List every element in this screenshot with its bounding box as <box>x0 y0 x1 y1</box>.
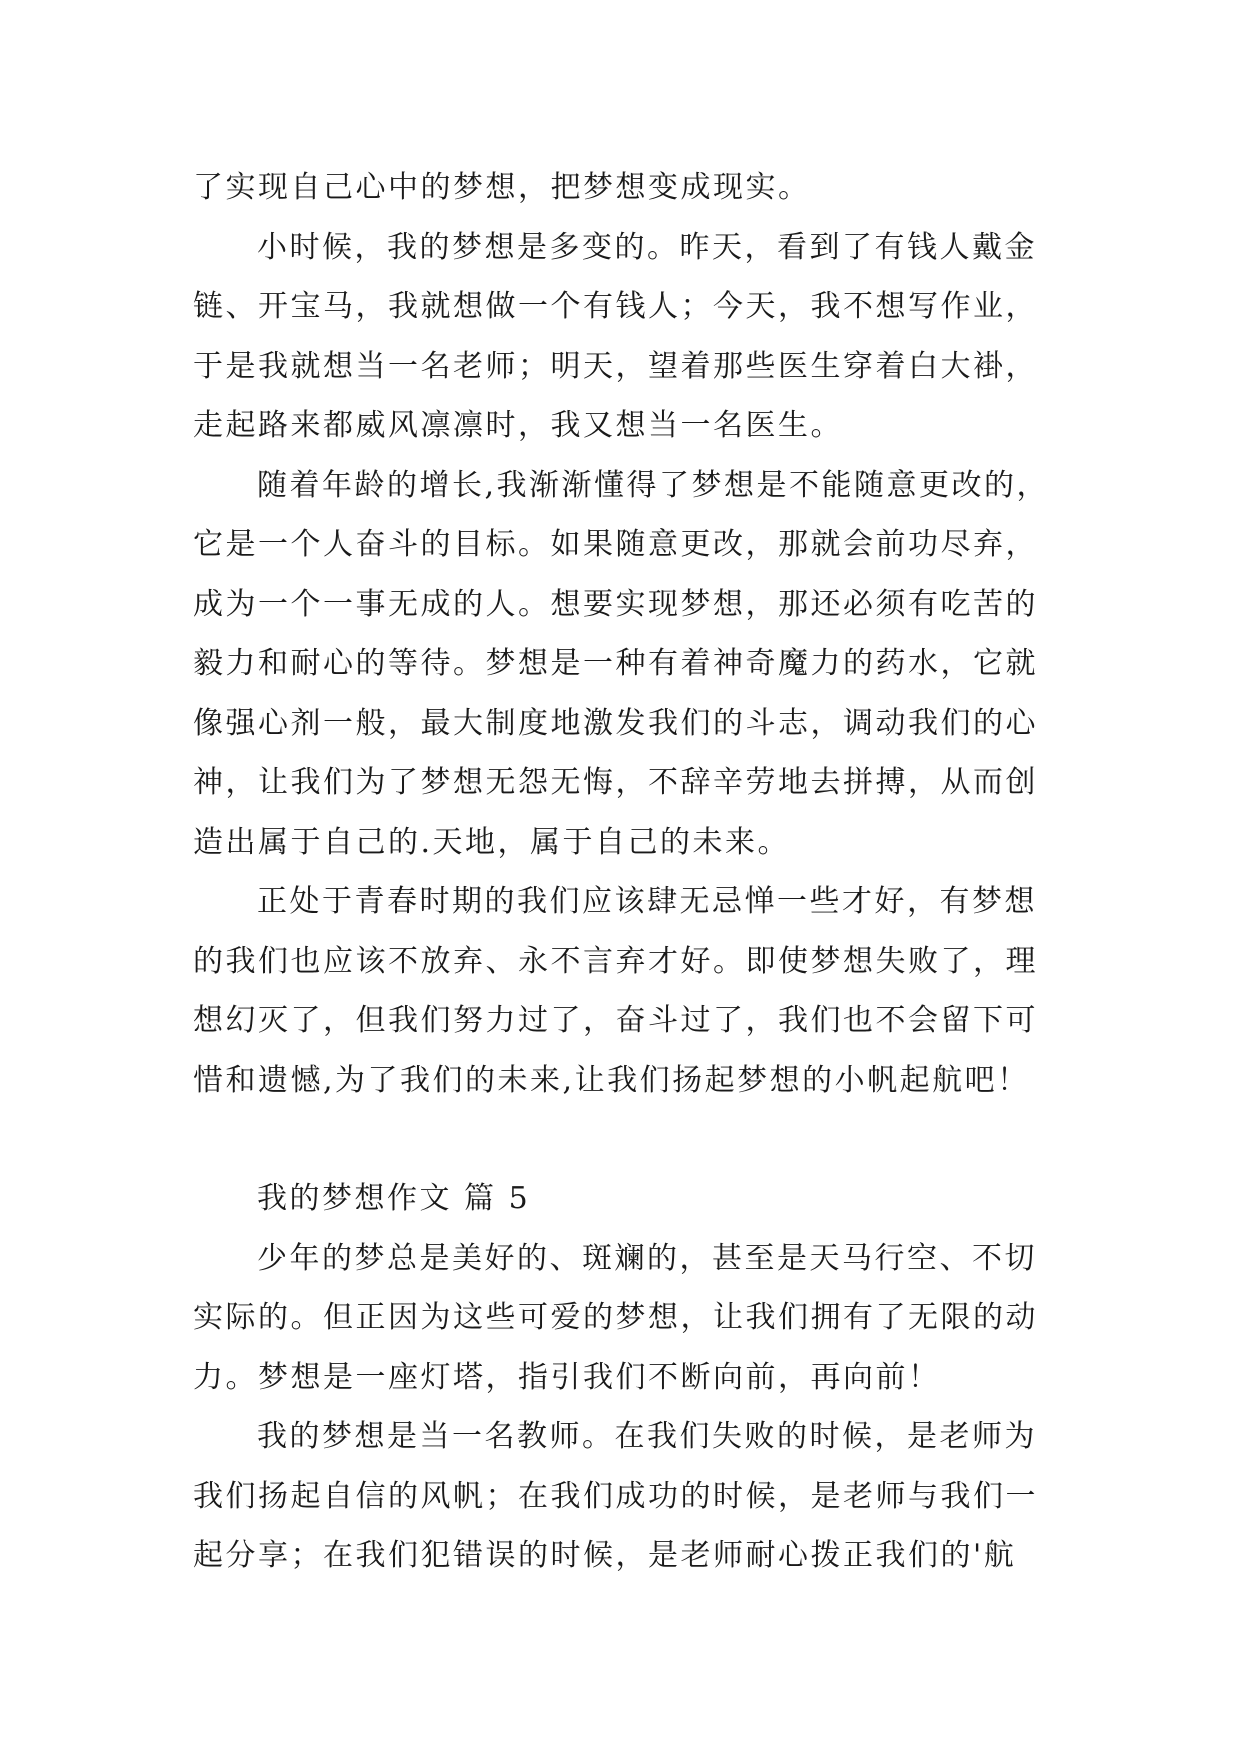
text-line: 了实现自己心中的梦想，把梦想变成现实。 <box>193 170 811 205</box>
section-heading: 我的梦想作文 篇 5 <box>257 1181 531 1216</box>
paragraph-start-line: 随着年龄的增长,我渐渐懂得了梦想是不能随意更改的， <box>257 467 1050 503</box>
text-line: 力。梦想是一座灯塔，指引我们不断向前，再向前！ <box>193 1359 941 1395</box>
text-line: 像强心剂一般，最大制度地激发我们的斗志，调动我们的心 <box>193 705 1038 741</box>
text-line: 走起路来都威风凛凛时，我又想当一名医生。 <box>193 408 843 443</box>
text-line: 惜和遗憾,为了我们的未来,让我们扬起梦想的小帆起航吧！ <box>193 1062 1030 1098</box>
text-line: 它是一个人奋斗的目标。如果随意更改，那就会前功尽弃， <box>193 527 1038 562</box>
text-line: 想幻灭了，但我们努力过了，奋斗过了，我们也不会留下可 <box>193 1003 1038 1038</box>
text-line: 我们扬起自信的风帆；在我们成功的时候，是老师与我们一 <box>193 1478 1038 1514</box>
text-line: 毅力和耐心的等待。梦想是一种有着神奇魔力的药水，它就 <box>193 646 1038 681</box>
text-line: 的我们也应该不放弃、永不言弃才好。即使梦想失败了，理 <box>193 943 1038 979</box>
paragraph-start-line: 少年的梦总是美好的、斑斓的，甚至是天马行空、不切 <box>257 1240 1037 1276</box>
text-line: 造出属于自己的.天地，属于自己的未来。 <box>193 824 791 860</box>
text-line: 神，让我们为了梦想无怨无悔，不辞辛劳地去拼搏，从而创 <box>193 765 1038 800</box>
paragraph-start-line: 我的梦想是当一名教师。在我们失败的时候，是老师为 <box>257 1419 1037 1454</box>
text-line: 于是我就想当一名老师；明天，望着那些医生穿着白大褂， <box>193 348 1038 384</box>
text-line: 成为一个一事无成的人。想要实现梦想，那还必须有吃苦的 <box>193 586 1038 622</box>
text-line: 链、开宝马，我就想做一个有钱人；今天，我不想写作业， <box>193 289 1038 324</box>
essay-body <box>193 158 1053 1586</box>
text-line: 实际的。但正因为这些可爱的梦想，让我们拥有了无限的动 <box>193 1300 1038 1335</box>
paragraph-start-line: 正处于青春时期的我们应该肆无忌惮一些才好，有梦想 <box>257 884 1037 919</box>
text-line: 起分享；在我们犯错误的时候，是老师耐心拨正我们的'航 <box>193 1538 1017 1573</box>
paragraph-start-line: 小时候，我的梦想是多变的。昨天，看到了有钱人戴金 <box>257 229 1037 265</box>
